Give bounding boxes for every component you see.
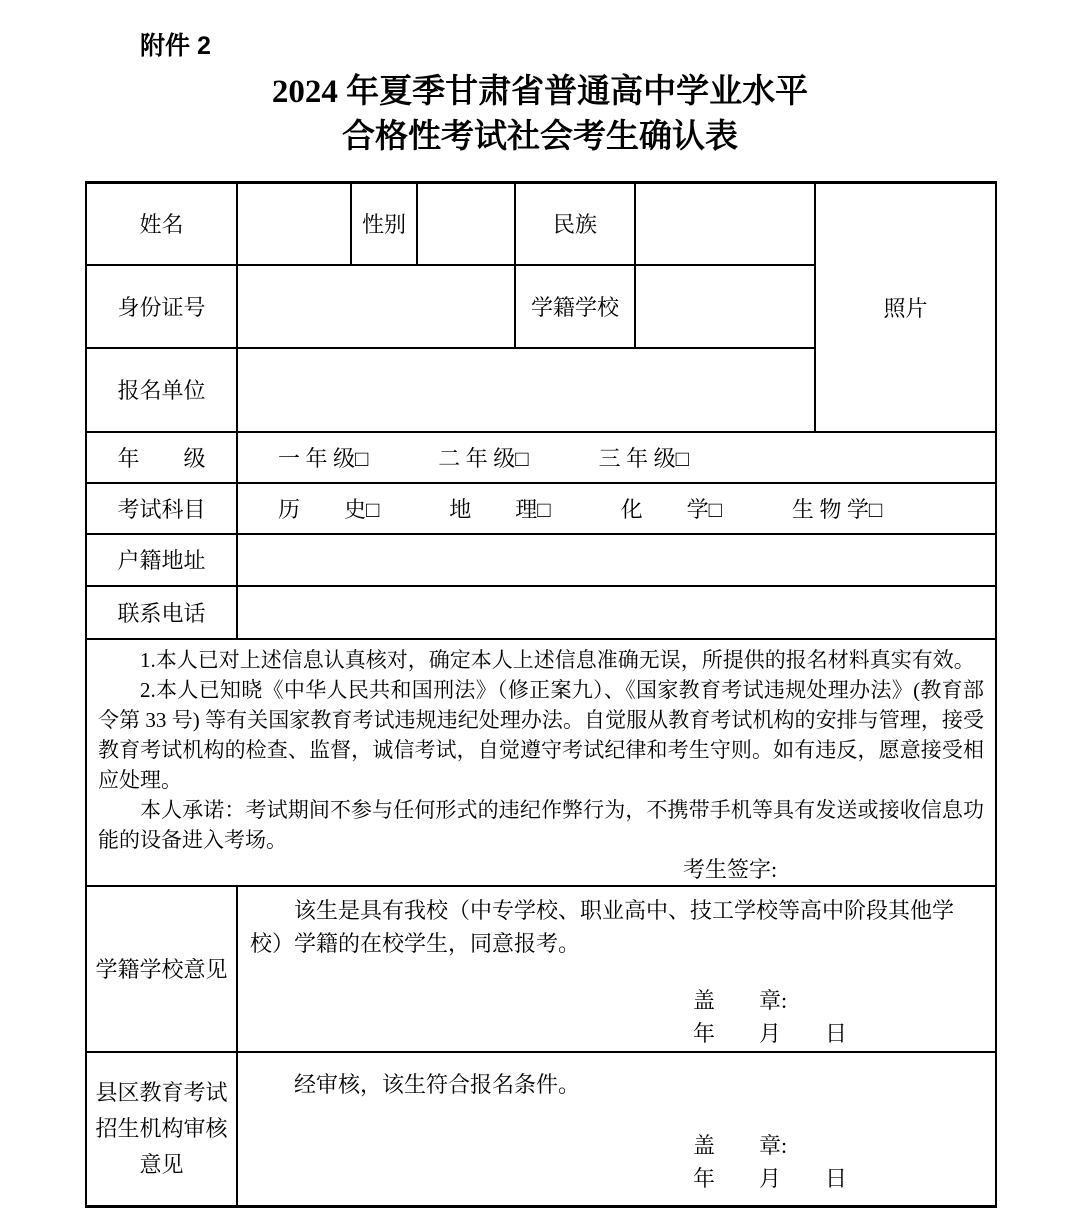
subjects-label: 考试科目 — [86, 483, 237, 534]
subject-options-cell — [237, 483, 996, 534]
county-date-label: 年 月 日 — [693, 1166, 848, 1192]
subject-chemistry-checkbox: 化 学□ — [620, 496, 722, 522]
gender-label: 性别 — [351, 183, 417, 265]
school-seal-label: 盖 章: — [693, 987, 788, 1013]
address-label: 户籍地址 — [86, 534, 237, 586]
row-grade — [86, 432, 996, 483]
title-line-2: 合格性考试社会考生确认表 — [342, 119, 738, 155]
gender-value-cell — [417, 183, 515, 265]
declaration-item-2: 2.本人已知晓《中华人民共和国刑法》（修正案九）、《国家教育考试违规处理办法》(教育部令第 33 号) 等有关国家教育考试违规违纪处理办法。自觉服从教育考试机构的安排与管理，接受教育考试机构的检查、监督，诚信考试，自觉遵守考试纪律和考生守则。如有违反，愿意接受相应处理。 — [98, 677, 984, 792]
grade-label: 年 级 — [86, 432, 237, 483]
school-opinion-text: 该生是具有我校（中专学校、职业高中、技工学校等高中阶段其他学校）学籍的在校学生，同意报考。 — [250, 897, 955, 956]
declaration-cell — [86, 639, 996, 886]
row-county-opinion — [86, 1052, 996, 1207]
grade-option-1-checkbox: 一 年 级□ — [278, 445, 369, 471]
county-opinion-label-line-1: 县区教育考试 — [95, 1079, 228, 1105]
county-opinion-label — [86, 1052, 237, 1207]
candidate-signature-label: 考生签字: — [683, 856, 778, 882]
declaration-promise: 本人承诺：考试期间不参与任何形式的违纪作弊行为，不携带手机等具有发送或接收信息功能的设备进入考场。 — [98, 797, 984, 852]
county-opinion-label-line-2: 招生机构审核 — [95, 1115, 228, 1141]
phone-label: 联系电话 — [86, 586, 237, 639]
enrolled-school-label: 学籍学校 — [515, 265, 635, 348]
school-opinion-cell — [237, 886, 996, 1052]
county-opinion-cell — [237, 1052, 996, 1207]
subject-geography-checkbox: 地 理□ — [449, 496, 551, 522]
name-label: 姓名 — [86, 183, 237, 265]
phone-value-cell — [237, 586, 996, 639]
grade-option-2-checkbox: 二 年 级□ — [438, 445, 529, 471]
id-number-value-cell — [237, 265, 515, 348]
title-line-1: 2024 年夏季甘肃省普通高中学业水平 — [271, 74, 809, 110]
enrolled-school-value-cell — [635, 265, 815, 348]
school-opinion-label: 学籍学校意见 — [86, 886, 237, 1052]
row-subjects — [86, 483, 996, 534]
row-phone — [86, 586, 996, 639]
subject-history-checkbox: 历 史□ — [278, 496, 380, 522]
ethnicity-label: 民族 — [515, 183, 635, 265]
attachment-label: 附件 2 — [140, 32, 211, 60]
registration-unit-value-cell — [237, 348, 815, 432]
address-value-cell — [237, 534, 996, 586]
row-school-opinion — [86, 886, 996, 1052]
confirmation-form-table — [85, 181, 997, 1208]
id-number-label: 身份证号 — [86, 265, 237, 348]
county-opinion-label-line-3: 意见 — [139, 1151, 184, 1177]
county-opinion-text: 经审核，该生符合报名条件。 — [294, 1072, 581, 1098]
row-address — [86, 534, 996, 586]
document-title — [0, 70, 1080, 160]
declaration-item-1: 1.本人已对上述信息认真核对，确定本人上述信息准确无误，所提供的报名材料真实有效。 — [140, 647, 975, 672]
school-date-label: 年 月 日 — [693, 1020, 848, 1046]
name-value-cell — [237, 183, 351, 265]
row-declaration — [86, 639, 996, 886]
grade-option-3-checkbox: 三 年 级□ — [598, 445, 689, 471]
registration-unit-label: 报名单位 — [86, 348, 237, 432]
ethnicity-value-cell — [635, 183, 815, 265]
county-seal-label: 盖 章: — [693, 1133, 788, 1159]
grade-options-cell — [237, 432, 996, 483]
subject-biology-checkbox: 生 物 学□ — [791, 496, 883, 522]
row-name — [86, 183, 996, 265]
photo-box: 照片 — [815, 183, 996, 432]
